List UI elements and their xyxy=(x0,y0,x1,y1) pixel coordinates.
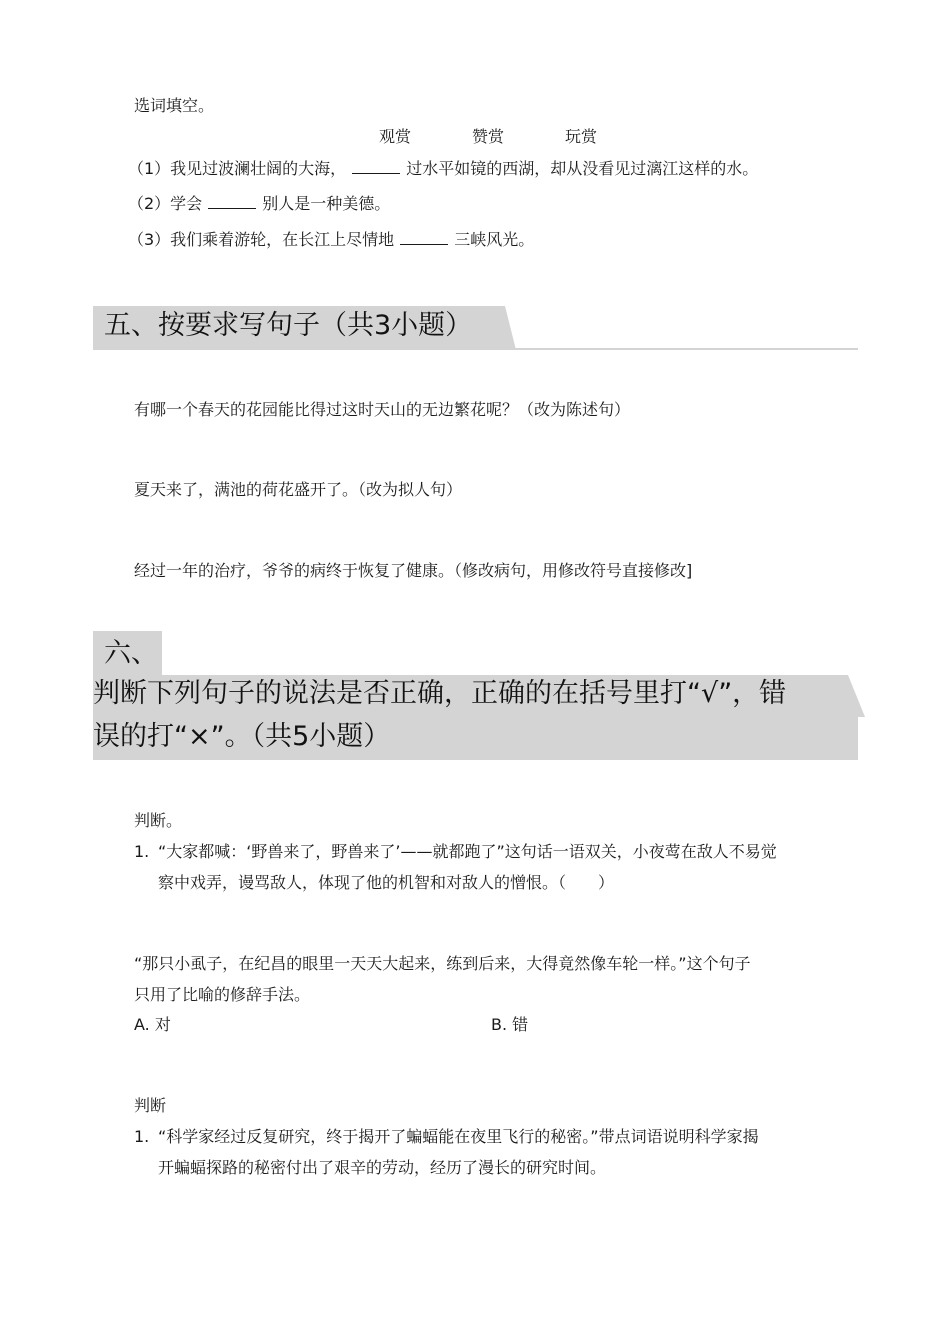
rewrite-item-1: 有哪一个春天的花园能比得过这时天山的无边繁花呢？（改为陈述句） xyxy=(134,400,631,419)
judge-question-line-2: 开蝙蝠探路的秘密付出了艰辛的劳动，经历了漫长的研究时间。 xyxy=(158,1158,607,1177)
judge-question-line-1: “科学家经过反复研究，终于揭开了蝙蝠能在夜里飞行的秘密。”带点词语说明科学家揭 xyxy=(158,1127,759,1146)
fill-item-3: （3）我们乘着游轮，在长江上尽情地 三峡风光。 xyxy=(128,230,535,249)
option-b[interactable]: B. 错 xyxy=(491,1015,529,1034)
judge-question-line-1: “大家都喊：‘野兽来了，野兽来了’——就都跑了”这句话一语双关，小夜莺在敌人不易觉 xyxy=(158,842,777,861)
section-5-title: 五、按要求写句子（共3小题） xyxy=(104,310,473,341)
section-6-title-line-1: 判断下列句子的说法是否正确，正确的在括号里打“√”，错 xyxy=(93,678,787,709)
section-6-number: 六、 xyxy=(104,638,158,669)
judge-question-line-2: 察中戏弄，谩骂敌人，体现了他的机智和对敌人的憎恨。（ ） xyxy=(158,873,615,892)
section-6-title-line-2: 误的打“×”。（共5小题） xyxy=(93,721,391,752)
answer-blank[interactable] xyxy=(400,230,448,245)
word-option: 玩赏 xyxy=(565,127,598,146)
answer-blank[interactable] xyxy=(208,194,256,209)
judge-intro: 判断 xyxy=(134,1096,167,1115)
choice-question-line-1: “那只小虱子，在纪昌的眼里一天天大起来，练到后来，大得竟然像车轮一样。”这个句子 xyxy=(134,954,751,973)
question-number: 1. xyxy=(134,1127,150,1146)
fill-blank-intro: 选词填空。 xyxy=(134,96,215,115)
rewrite-item-3: 经过一年的治疗，爷爷的病终于恢复了健康。（修改病句，用修改符号直接修改] xyxy=(134,561,693,580)
judge-intro: 判断。 xyxy=(134,811,183,830)
word-option: 观赏 xyxy=(379,127,412,146)
rewrite-item-2: 夏天来了，满池的荷花盛开了。（改为拟人句） xyxy=(134,480,463,499)
word-option: 赞赏 xyxy=(472,127,505,146)
fill-item-2: （2）学会 别人是一种美德。 xyxy=(128,194,391,213)
question-number: 1. xyxy=(134,842,150,861)
answer-blank[interactable] xyxy=(352,159,400,174)
option-a[interactable]: A. 对 xyxy=(134,1015,171,1034)
fill-item-1: （1）我见过波澜壮阔的大海， 过水平如镜的西湖，却从没看见过漓江这样的水。 xyxy=(128,159,759,178)
choice-question-line-2: 只用了比喻的修辞手法。 xyxy=(134,985,311,1004)
